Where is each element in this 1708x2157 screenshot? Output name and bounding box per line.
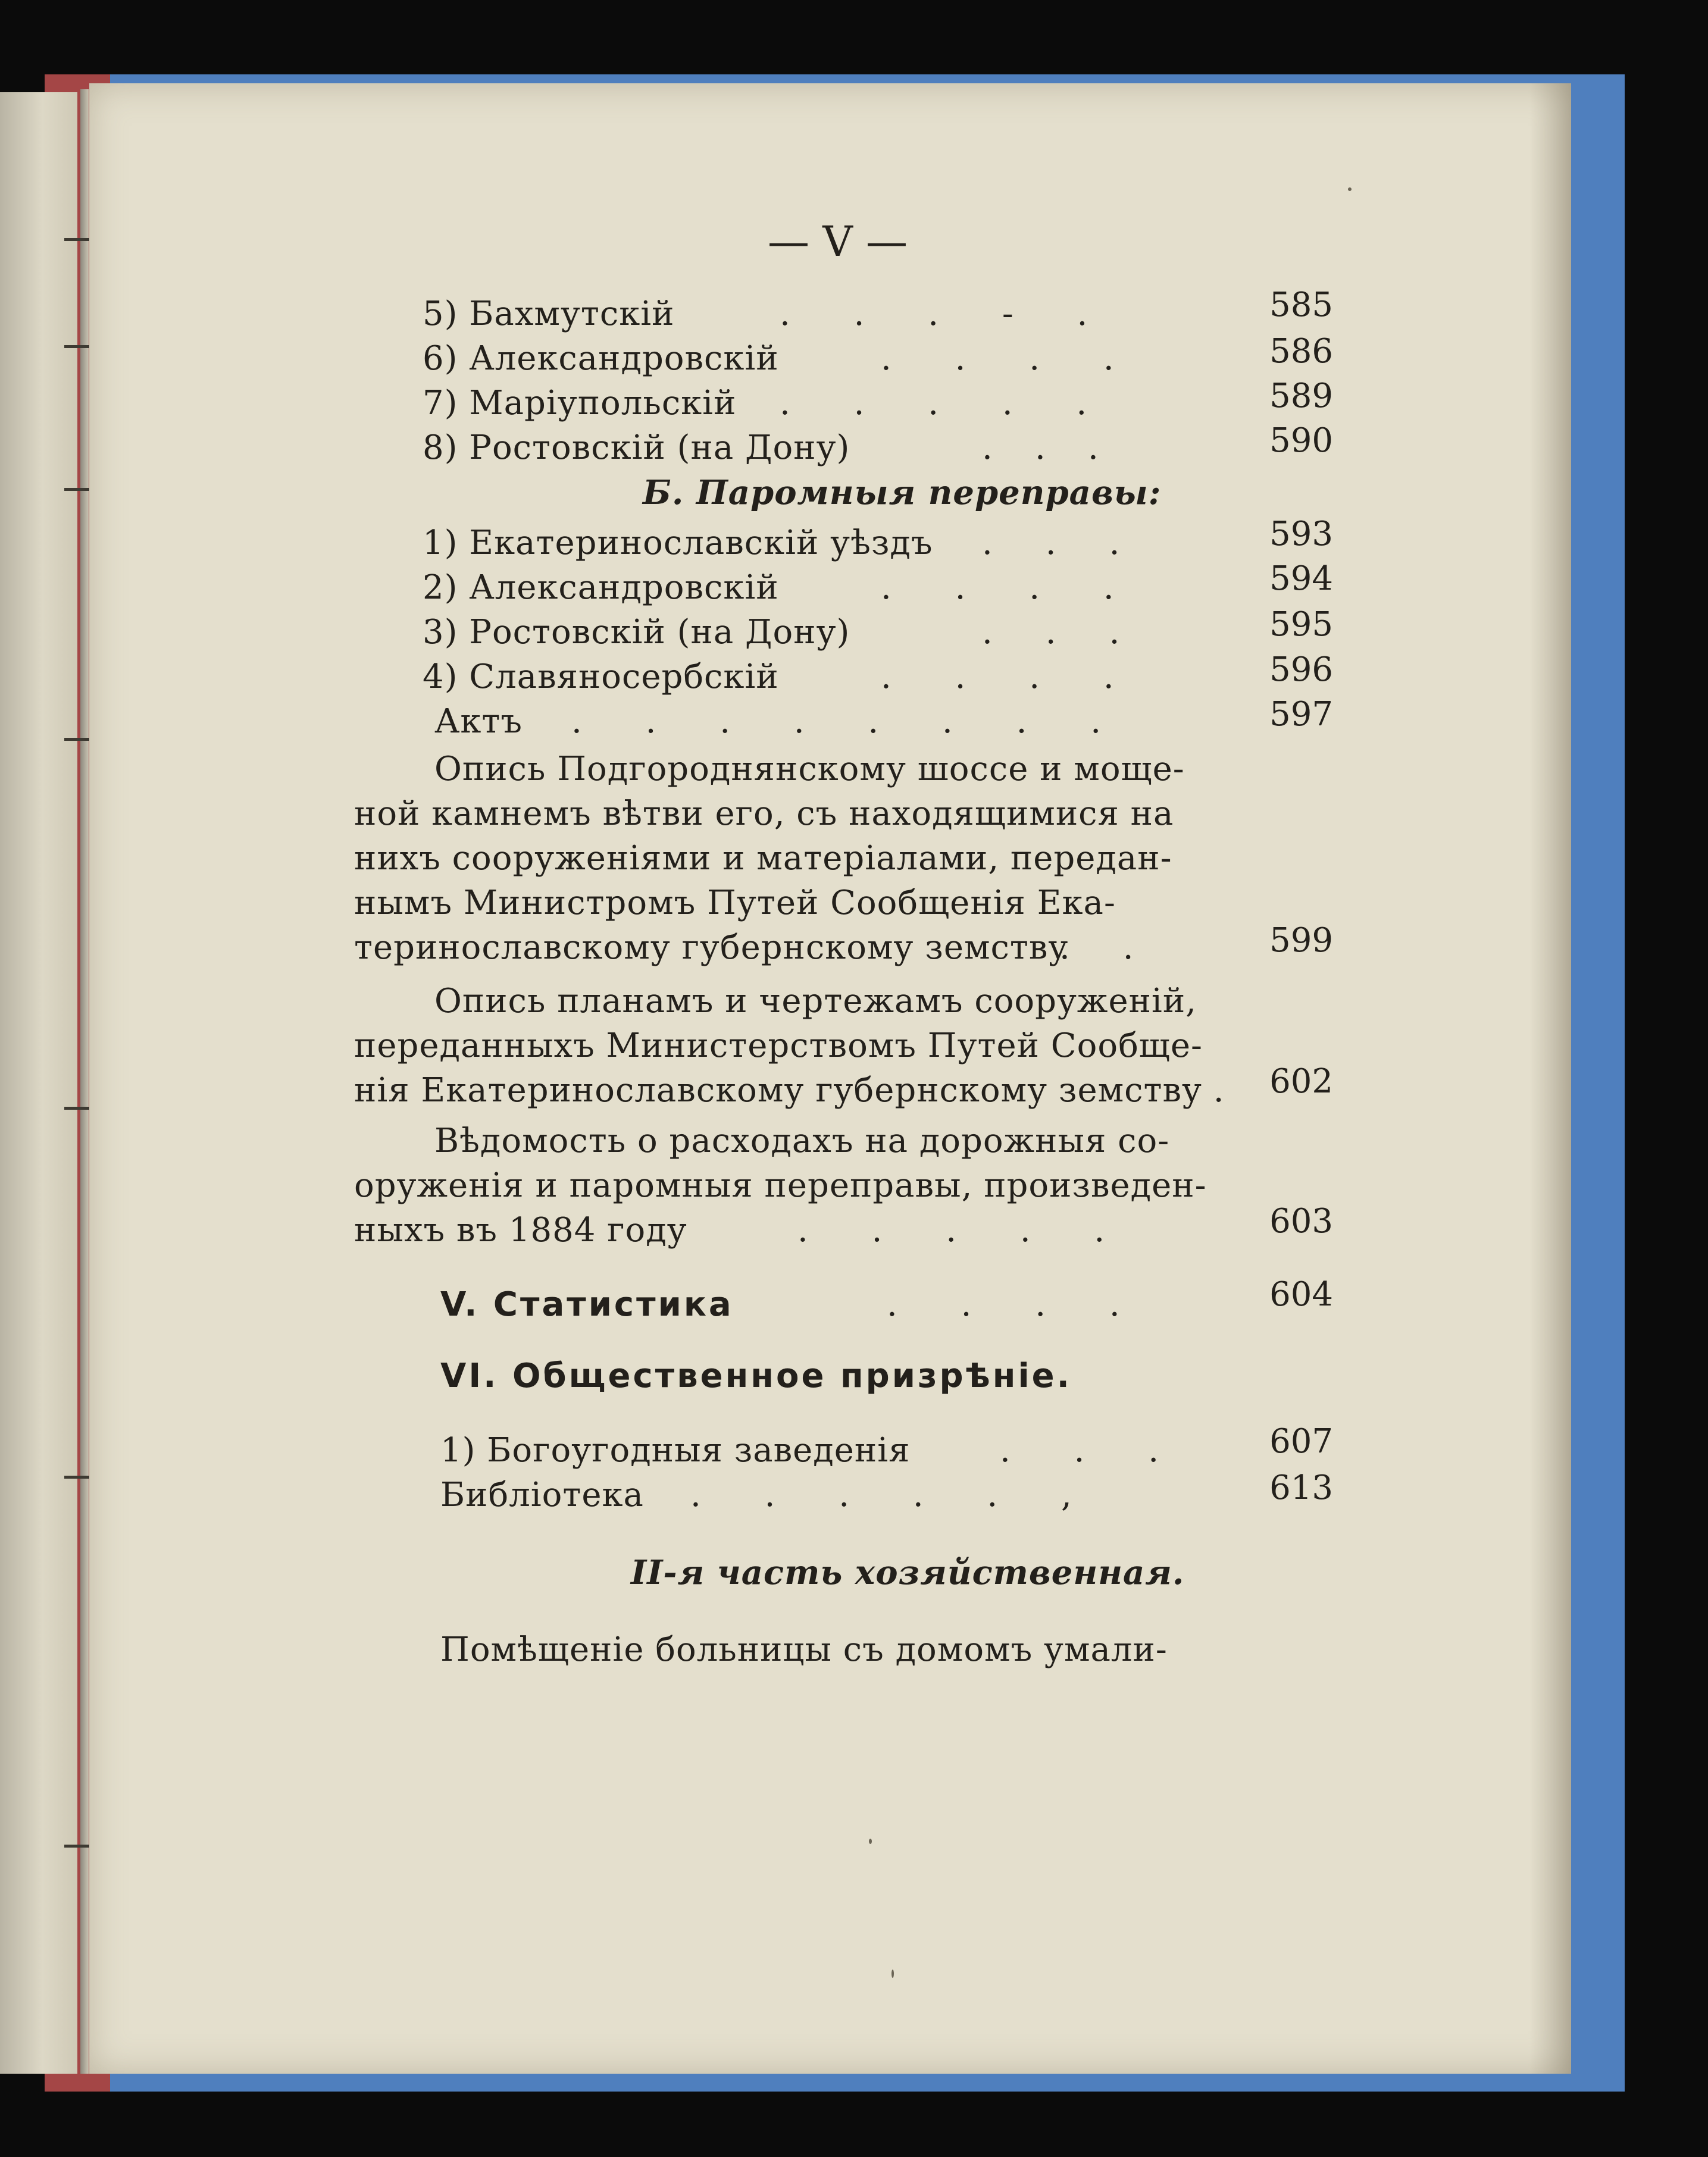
section-heading-statistics: V. Статистика: [440, 1285, 734, 1324]
dot-leader: . . . - .: [780, 295, 1088, 333]
inventory1-line: теринославскому губернскому земству: [354, 928, 1069, 967]
page-shadow: [1529, 83, 1571, 2074]
dot-leader: . . . . . ,: [690, 1476, 1072, 1514]
page-number: — V —: [768, 217, 908, 266]
toc-entry-mariupol: 7) Маріупольскій: [423, 384, 737, 422]
inventory2-line: нія Екатеринославскому губернскому земству .: [354, 1071, 1225, 1110]
left-page-edge: [0, 92, 77, 2074]
toc-page-594: 594: [1269, 559, 1333, 598]
toc-page-589: 589: [1269, 377, 1333, 415]
inventory1-line: Опись Подгороднянскому шоссе и моще-: [434, 750, 1185, 788]
statement-line: оруженія и паромныя переправы, произведен-: [354, 1166, 1207, 1205]
dot-leader: . . . . . . . .: [571, 702, 1102, 741]
paper-speck: [869, 1839, 872, 1844]
toc-page-599: 599: [1269, 921, 1333, 960]
toc-entry-rostov-ferry: 3) Ростовскій (на Дону): [423, 613, 850, 652]
toc-page-597: 597: [1269, 695, 1333, 734]
toc-page-590: 590: [1269, 421, 1333, 460]
dot-leader: . . . .: [881, 339, 1114, 378]
dot-leader: . . . . .: [797, 1211, 1105, 1250]
inventory2-line: Опись планамъ и чертежамъ сооруженій,: [434, 982, 1197, 1020]
toc-entry-aleksandrovsk-ferry: 2) Александровскій: [423, 568, 779, 607]
toc-page-595: 595: [1269, 605, 1333, 644]
paper-speck: [1348, 187, 1352, 191]
dot-leader: . . . . .: [780, 384, 1087, 422]
toc-page-586: 586: [1269, 332, 1333, 371]
statement-line: Вѣдомость о расходахъ на дорожныя со-: [434, 1122, 1170, 1160]
continuation-line: Помѣщеніе больницы съ домомъ умали-: [440, 1630, 1168, 1669]
toc-page-596: 596: [1269, 650, 1333, 689]
book-page: [89, 83, 1571, 2074]
toc-page-593: 593: [1269, 515, 1333, 553]
toc-entry-charitable-institutions: 1) Богоугодныя заведенія: [440, 1431, 911, 1470]
inventory1-line: нымъ Министромъ Путей Сообщенія Ека-: [354, 884, 1116, 922]
section-heading-public-charity: VI. Общественное призрѣніе.: [440, 1357, 1072, 1395]
dot-leader: . . .: [1000, 1431, 1159, 1470]
toc-entry-rostov: 8) Ростовскій (на Дону): [423, 428, 850, 467]
inventory1-line: ной камнемъ вѣтви его, съ находящимися на: [354, 794, 1174, 833]
toc-entry-ekaterinoslav-uezd: 1) Екатеринославскій уѣздъ: [423, 524, 933, 562]
toc-page-585: 585: [1269, 286, 1333, 324]
toc-entry-act: Актъ: [434, 702, 523, 741]
inventory2-line: переданныхъ Министерствомъ Путей Сообще-: [354, 1026, 1203, 1065]
toc-page-603: 603: [1269, 1202, 1333, 1241]
dot-leader: . . .: [982, 524, 1120, 562]
part2-heading: II-я часть хозяйственная.: [631, 1553, 1185, 1592]
inventory1-line: нихъ сооруженіями и матеріалами, передан-: [354, 839, 1172, 878]
toc-entry-bakhmut: 5) Бахмутскій: [423, 295, 675, 333]
toc-page-604: 604: [1269, 1275, 1333, 1314]
toc-entry-aleksandrovsk: 6) Александровскій: [423, 339, 779, 378]
dot-leader: . . . .: [887, 1285, 1120, 1324]
dot-leader: . . .: [982, 613, 1120, 652]
toc-entry-library: Библіотека: [440, 1476, 644, 1514]
toc-entry-slavyanoserbsk: 4) Славяносербскій: [423, 658, 779, 696]
toc-page-613: 613: [1269, 1469, 1333, 1507]
dot-leader: . . .: [982, 428, 1099, 467]
toc-page-607: 607: [1269, 1422, 1333, 1461]
toc-page-602: 602: [1269, 1062, 1333, 1101]
gutter: [80, 89, 89, 2074]
paper-speck: [891, 1970, 894, 1978]
dot-leader: . .: [1059, 928, 1134, 967]
section-heading-ferries: Б. Паромныя переправы:: [643, 473, 1162, 512]
dot-leader: . . . .: [881, 658, 1114, 696]
dot-leader: . . . .: [881, 568, 1114, 607]
statement-line: ныхъ въ 1884 году: [354, 1211, 687, 1250]
